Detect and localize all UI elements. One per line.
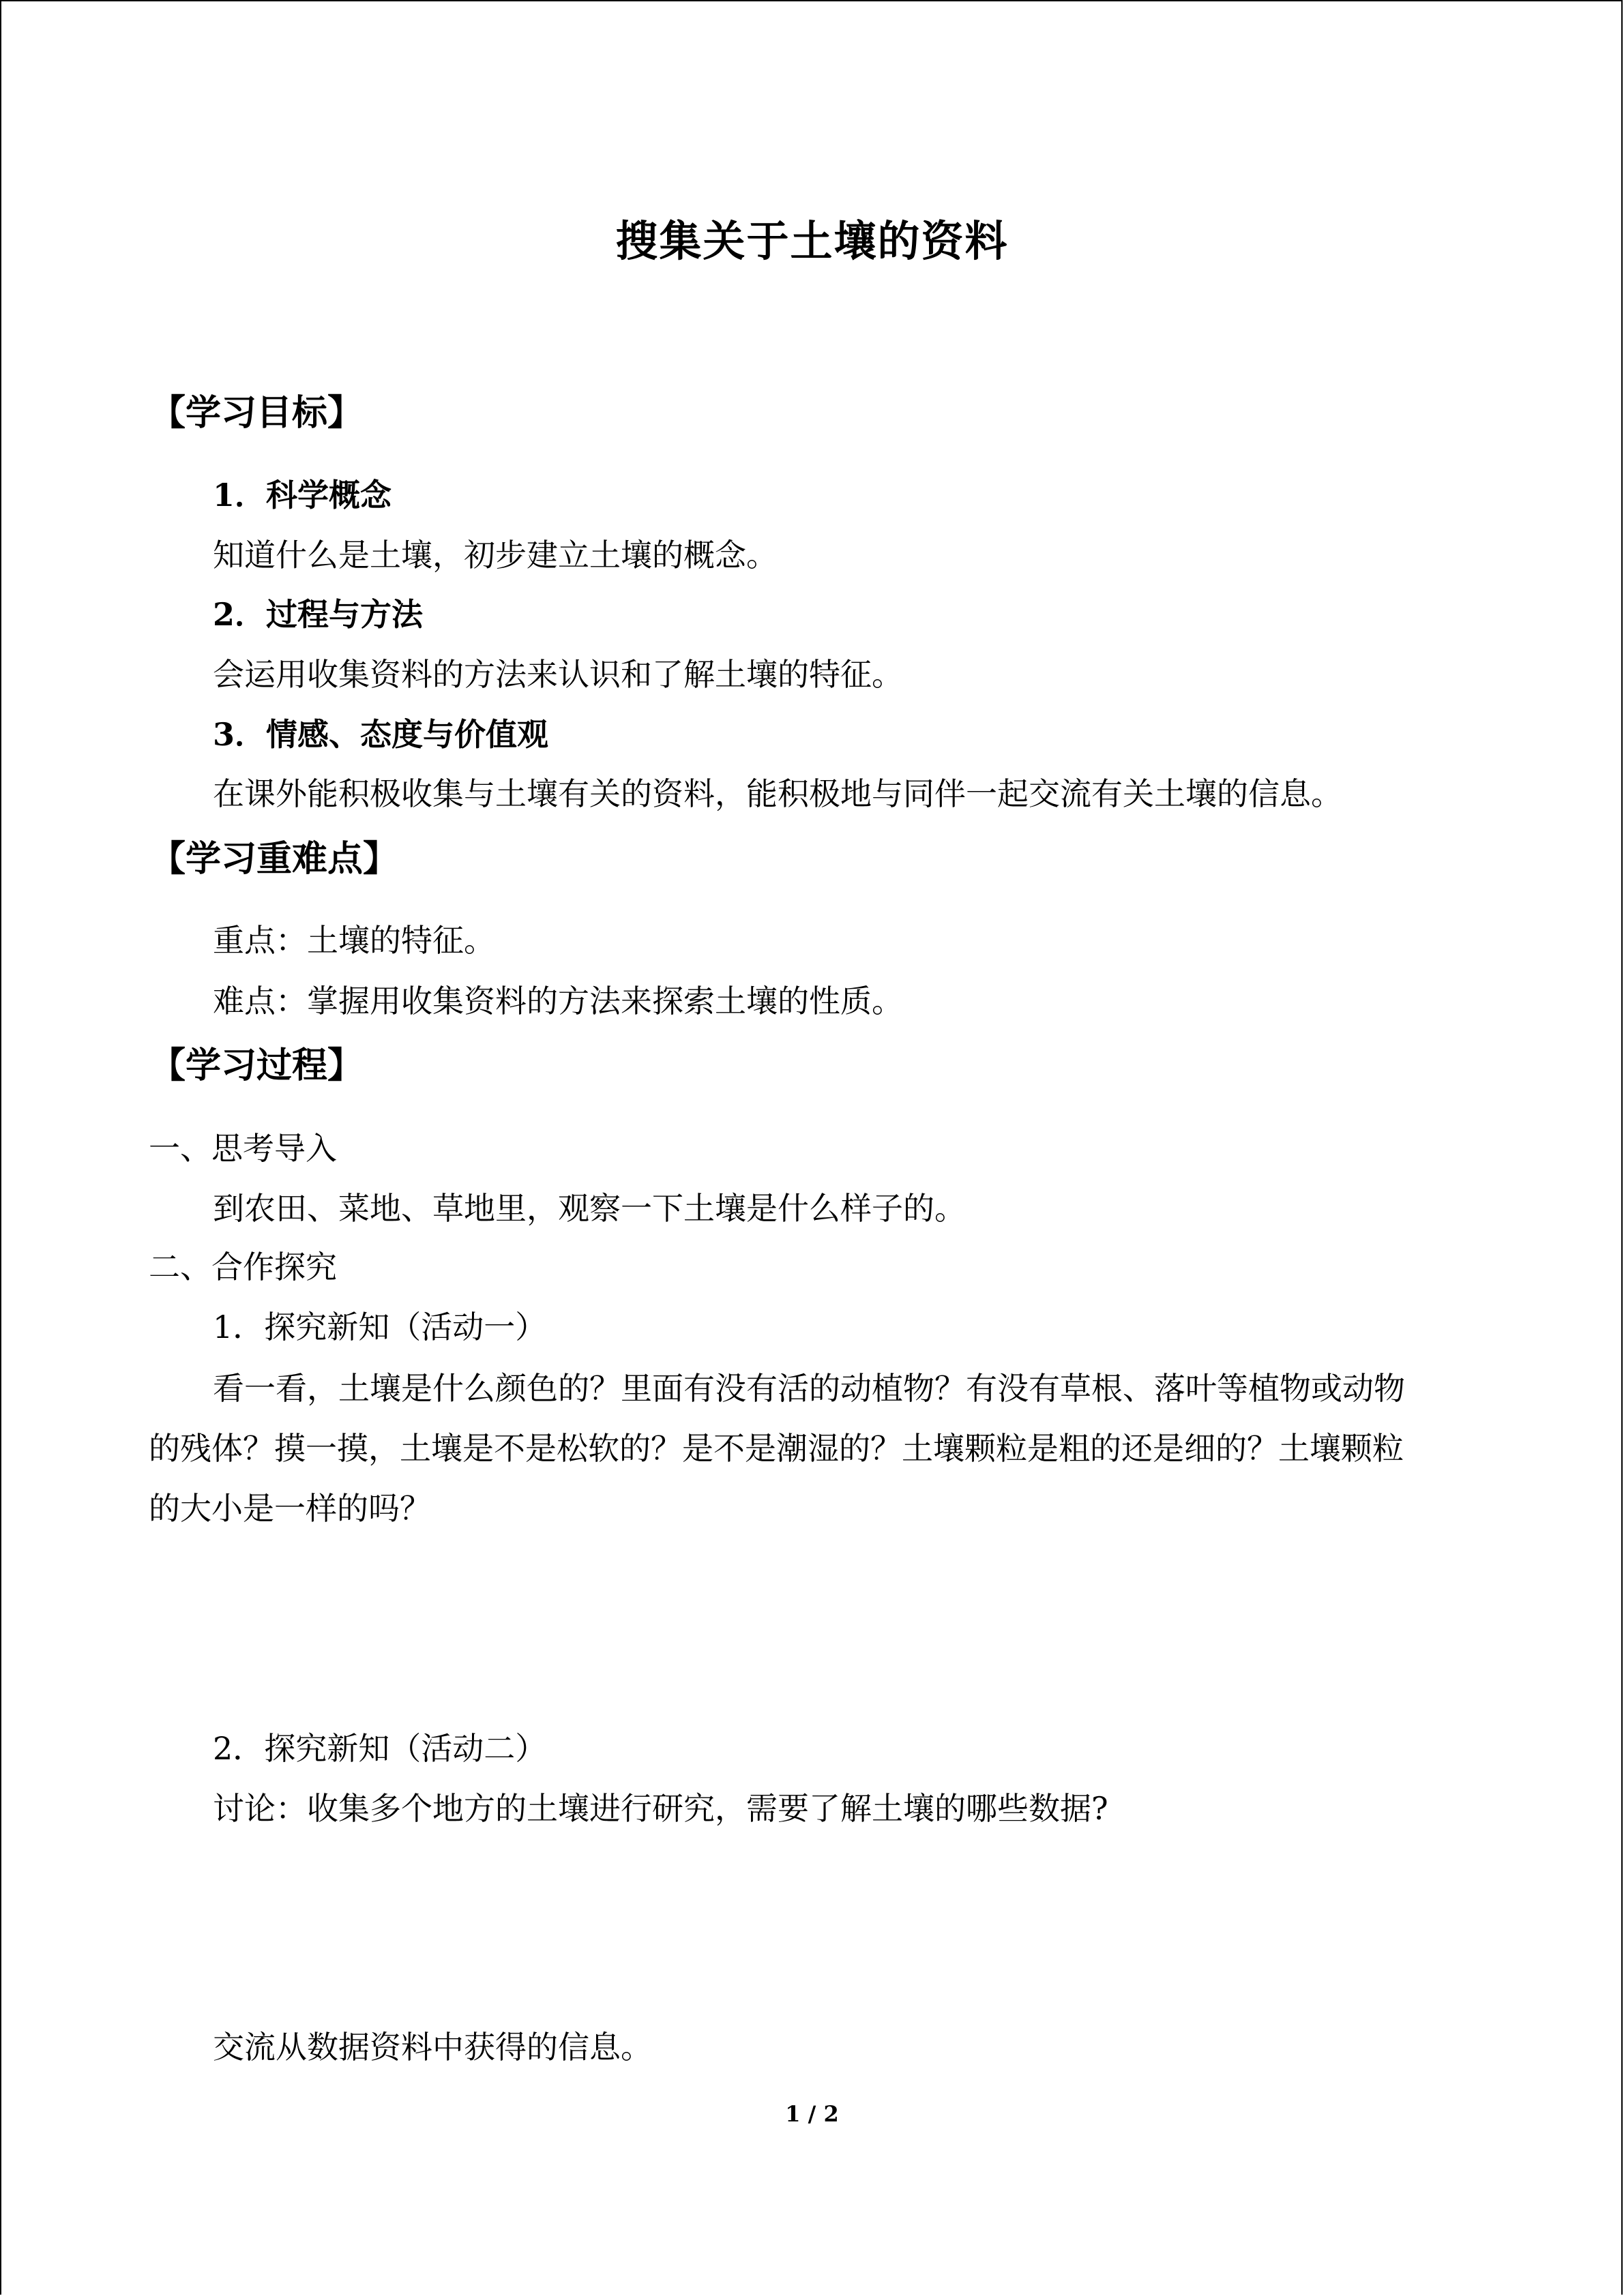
key-point-focus: 重点：土壤的特征。 bbox=[213, 922, 495, 959]
activity-1-title: 1．探究新知（活动一） bbox=[213, 1309, 547, 1345]
activity-1-line-1: 看一看，土壤是什么颜色的？里面有没有活的动植物？有没有草根、落叶等植物或动物 bbox=[213, 1370, 1405, 1407]
objective-1-title: 1．科学概念 bbox=[213, 477, 392, 513]
objective-2-text: 会运用收集资料的方法来认识和了解土壤的特征。 bbox=[213, 656, 903, 693]
activity-2-discussion: 讨论：收集多个地方的土壤进行研究，需要了解土壤的哪些数据? bbox=[213, 1790, 1108, 1827]
activity-1-line-3: 的大小是一样的吗？ bbox=[149, 1490, 431, 1527]
section-2-title: 二、合作探究 bbox=[149, 1249, 337, 1285]
document-title: 搜集关于土壤的资料 bbox=[615, 216, 1009, 266]
section-1-text: 到农田、菜地、草地里，观察一下土壤是什么样子的。 bbox=[213, 1190, 966, 1227]
activity-1-line-2: 的残体？摸一摸，土壤是不是松软的？是不是潮湿的？土壤颗粒是粗的还是细的？土壤颗粒 bbox=[149, 1430, 1404, 1467]
key-points-heading: 【学习重难点】 bbox=[150, 838, 399, 880]
page-number: 1 / 2 bbox=[785, 2101, 839, 2127]
process-heading: 【学习过程】 bbox=[150, 1045, 364, 1086]
activity-2-title: 2．探究新知（活动二） bbox=[213, 1730, 547, 1767]
section-1-title: 一、思考导入 bbox=[149, 1130, 337, 1167]
objective-1-text: 知道什么是土壤，初步建立土壤的概念。 bbox=[213, 537, 778, 573]
objective-2-title: 2．过程与方法 bbox=[213, 596, 424, 633]
activity-2-exchange: 交流从数据资料中获得的信息。 bbox=[213, 2029, 652, 2066]
key-point-difficulty: 难点：掌握用收集资料的方法来探索土壤的性质。 bbox=[213, 983, 903, 1019]
objective-3-title: 3．情感、态度与价值观 bbox=[213, 716, 549, 753]
objective-3-text: 在课外能积极收集与土壤有关的资料，能积极地与同伴一起交流有关土壤的信息。 bbox=[213, 775, 1342, 812]
objectives-heading: 【学习目标】 bbox=[150, 392, 364, 434]
